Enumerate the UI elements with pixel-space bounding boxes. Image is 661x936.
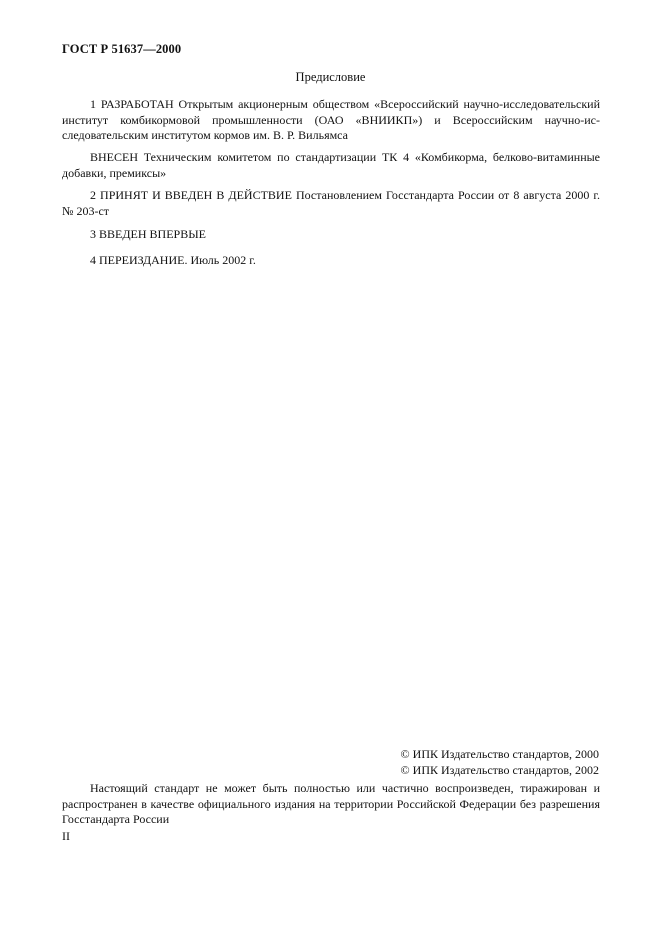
- document-header: ГОСТ Р 51637—2000: [62, 42, 182, 56]
- paragraph-reissue: 4 ПЕРЕИЗДАНИЕ. Июль 2002 г.: [90, 253, 256, 267]
- paragraph-developed-by: 1 РАЗРАБОТАН Открытым акционерным обществом «Всероссийский научно-исследовательский институт комбикормовой промышленности (ОАО «ВНИИКП») и Всероссийским научно-исследовательским институтом кормов им. В. Р. Вильямса: [62, 97, 600, 142]
- section-title: Предисловие: [295, 70, 366, 84]
- page-number: II: [62, 829, 70, 843]
- paragraph-first-introduced: 3 ВВЕДЕН ВПЕРВЫЕ: [90, 227, 206, 241]
- copyright-line: © ИПК Издательство стандартов, 2002: [400, 762, 599, 777]
- copyright-block: [401, 747, 599, 778]
- copyright-line: © ИПК Издательство стандартов, 2000: [400, 747, 599, 761]
- paragraph-introduced-by: ВНЕСЕН Техническим комитетом по стандартизации ТК 4 «Комбикорма, белково-витаминные добавки, премиксы»: [62, 150, 600, 180]
- reproduction-notice: Настоящий стандарт не может быть полностью или частично воспроизведен, тиражирован и распространен в качестве официального издания на территории Российской Федерации без разрешения Госстандарта России: [62, 781, 600, 826]
- paragraph-adopted: 2 ПРИНЯТ И ВВЕДЕН В ДЕЙСТВИЕ Постановлением Госстандарта России от 8 августа 2000 г. № 203-ст: [62, 188, 600, 218]
